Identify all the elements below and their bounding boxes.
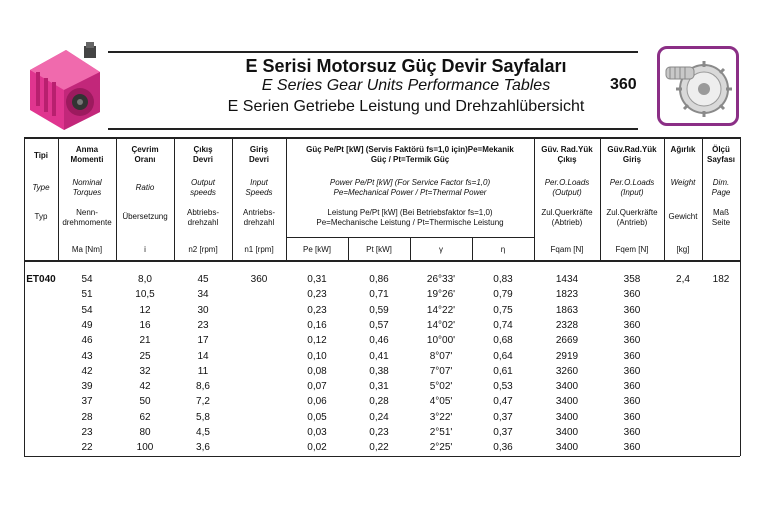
- title-block: [180, 56, 632, 118]
- header-anma-en: Nominal Torques: [72, 178, 102, 197]
- header-dim-de: Maß Seite: [711, 208, 731, 227]
- header-giris-tr: Giriş Devri: [248, 145, 269, 164]
- cell-i: 42: [139, 381, 151, 393]
- header-weight-de: Gewicht: [668, 212, 698, 221]
- header-giris-de: Antriebs- drehzahl: [242, 208, 275, 227]
- cell-eta: 0,74: [493, 319, 513, 331]
- cell-fqem: 360: [623, 319, 641, 331]
- cell-n2: 34: [197, 289, 209, 301]
- header-tipi-en: Type: [32, 183, 50, 192]
- header-power-tr: Güç Pe/Pt [kW] (Servis Faktörü fs=1,0 için)Pe=Mekanik Güç / Pt=Termik Güç: [306, 145, 514, 164]
- cell-n2: 7,2: [196, 396, 210, 408]
- cell-eta: 0,37: [493, 411, 513, 423]
- header-input-load-en: Per.O.Loads (Input): [609, 178, 655, 197]
- cell-ma: 37: [81, 396, 93, 408]
- cell-pe: 0,07: [307, 381, 327, 393]
- cell-n2: 45: [197, 274, 209, 285]
- cell-fqam: 3260: [555, 365, 579, 377]
- cell-pe: 0,02: [307, 442, 327, 454]
- cell-i: 25: [139, 350, 151, 362]
- header-weight-en: Weight: [670, 178, 696, 187]
- gear-thumbnail: [657, 46, 739, 126]
- cell-fqem: 360: [623, 381, 641, 393]
- cell-gamma: 5°02': [429, 381, 453, 393]
- cell-gamma: 19°26': [426, 289, 456, 301]
- cell-fqam: 1434: [555, 274, 579, 285]
- header-anma-de: Nenn- drehmomente: [62, 208, 112, 227]
- cell-pe: 0,23: [307, 289, 327, 301]
- cell-ma: 54: [81, 304, 93, 316]
- header-weight-unit: [kg]: [676, 245, 690, 254]
- cell-fqam: 3400: [555, 381, 579, 393]
- header-cikis-tr: Çıkış Devri: [192, 145, 213, 164]
- cell-fqem: 360: [623, 396, 641, 408]
- cell-pt: 0,41: [369, 350, 389, 362]
- cell-gamma: 3°22': [429, 411, 453, 423]
- cell-eta: 0,53: [493, 381, 513, 393]
- cell-ma: 28: [81, 411, 93, 423]
- header-giris-unit: n1 [rpm]: [244, 245, 274, 254]
- cell-pt: 0,22: [369, 442, 389, 454]
- cell-pe: 0,10: [307, 350, 327, 362]
- cell-pe: 0,31: [307, 274, 327, 285]
- cell-i: 10,5: [135, 289, 155, 301]
- header-dim-en: Dim. Page: [711, 178, 731, 197]
- header-gamma: γ: [439, 245, 443, 254]
- cell-pt: 0,46: [369, 335, 389, 347]
- header-cikis-de: Abtriebs- drehzahl: [186, 208, 219, 227]
- gearbox-product-image: [22, 42, 104, 132]
- cell-fqam: 2328: [555, 319, 579, 331]
- header-input-load-de: Zul.Querkräfte (Antrieb): [606, 208, 658, 227]
- cell-n2: 3,6: [196, 442, 210, 454]
- cell-eta: 0,61: [493, 365, 513, 377]
- cell-i: 100: [136, 442, 154, 454]
- header-cevrim-unit: i: [144, 245, 146, 254]
- cell-pe: 0,05: [307, 411, 327, 423]
- cell-gamma: 14°02': [426, 319, 456, 331]
- title-turkish: E Serisi Motorsuz Güç Devir Sayfaları: [245, 56, 567, 76]
- cell-ma: 22: [81, 442, 93, 454]
- cell-pt: 0,23: [369, 427, 389, 438]
- header-cevrim-en: Ratio: [135, 183, 155, 192]
- header-anma-unit: Ma [Nm]: [71, 245, 103, 254]
- dim-page-value: 182: [712, 274, 730, 285]
- cell-fqam: 1863: [555, 304, 579, 316]
- header-power-de: Leistung Pe/Pt [kW] (Bei Betriebsfaktor fs=1,0) Pe=Mechanische Leistung / Pt=Thermische Leistung: [316, 208, 504, 227]
- cell-fqam: 1823: [555, 289, 579, 301]
- header-output-load-de: Zul.Querkräfte (Abtrieb): [541, 208, 593, 227]
- cell-fqam: 3400: [555, 396, 579, 408]
- header-cikis-unit: n2 [rpm]: [188, 245, 218, 254]
- table-top-rule: [24, 137, 740, 139]
- cell-n2: 30: [197, 304, 209, 316]
- cell-fqam: 3400: [555, 427, 579, 438]
- col-divider: [740, 137, 741, 456]
- cell-ma: 42: [81, 365, 93, 377]
- cell-pt: 0,86: [369, 274, 389, 285]
- col-divider: [286, 137, 287, 260]
- cell-i: 80: [139, 427, 151, 438]
- cell-n2: 14: [197, 350, 209, 362]
- header-input-load-unit: Fqem [N]: [615, 245, 649, 254]
- cell-n2: 17: [197, 335, 209, 347]
- header-output-load-unit: Fqam [N]: [550, 245, 584, 254]
- cell-pt: 0,57: [369, 319, 389, 331]
- header-giris-en: Input Speeds: [245, 178, 273, 197]
- cell-gamma: 2°51': [429, 427, 453, 438]
- cell-fqam: 2919: [555, 350, 579, 362]
- cell-ma: 46: [81, 335, 93, 347]
- header-tipi-tr: Tipi: [33, 151, 49, 160]
- cell-eta: 0,75: [493, 304, 513, 316]
- cell-fqam: 2669: [555, 335, 579, 347]
- cell-eta: 0,36: [493, 442, 513, 454]
- weight-value: 2,4: [676, 274, 690, 285]
- cell-fqem: 360: [623, 411, 641, 423]
- cell-fqem: 360: [623, 442, 641, 454]
- cell-pe: 0,06: [307, 396, 327, 408]
- cell-i: 21: [139, 335, 151, 347]
- cell-pt: 0,38: [369, 365, 389, 377]
- cell-pe: 0,23: [307, 304, 327, 316]
- cell-ma: 39: [81, 381, 93, 393]
- cell-fqam: 3400: [555, 411, 579, 423]
- cell-pe: 0,03: [307, 427, 327, 438]
- header-cikis-en: Output speeds: [190, 178, 216, 197]
- cell-ma: 23: [81, 427, 93, 438]
- gear-set-icon: [660, 49, 736, 123]
- table-header-bottom-rule: [24, 260, 740, 262]
- cell-n2: 4,5: [196, 427, 210, 438]
- cell-fqem: 360: [623, 427, 641, 438]
- header-anma-tr: Anma Momenti: [70, 145, 104, 164]
- cell-eta: 0,47: [493, 396, 513, 408]
- cell-eta: 0,83: [493, 274, 513, 285]
- cell-pt: 0,28: [369, 396, 389, 408]
- cell-ma: 51: [81, 289, 93, 301]
- cell-eta: 0,68: [493, 335, 513, 347]
- cell-fqem: 360: [623, 289, 641, 301]
- cell-eta: 0,37: [493, 427, 513, 438]
- cell-ma: 49: [81, 319, 93, 331]
- header-power-en: Power Pe/Pt [kW] (For Service Factor fs=1,0) Pe=Mechanical Power / Pt=Thermal Power: [329, 178, 491, 197]
- cell-n2: 8,6: [196, 381, 210, 393]
- cell-eta: 0,79: [493, 289, 513, 301]
- cell-n2: 23: [197, 319, 209, 331]
- cell-i: 50: [139, 396, 151, 408]
- header-eta: η: [500, 245, 506, 254]
- cell-gamma: 26°33': [426, 274, 456, 285]
- cell-n2: 5,8: [196, 411, 210, 423]
- cell-pt: 0,71: [369, 289, 389, 301]
- header-pt: Pt [kW]: [366, 245, 392, 254]
- header-weight-tr: Ağırlık: [670, 145, 696, 154]
- cell-gamma: 2°25': [429, 442, 453, 454]
- cell-pe: 0,16: [307, 319, 327, 331]
- cell-fqem: 360: [623, 350, 641, 362]
- cell-pe: 0,08: [307, 365, 327, 377]
- cell-i: 32: [139, 365, 151, 377]
- header-cevrim-de: Übersetzung: [122, 212, 168, 221]
- header-pe: Pe [kW]: [302, 245, 331, 254]
- cell-pt: 0,24: [369, 411, 389, 423]
- cell-eta: 0,64: [493, 350, 513, 362]
- cell-fqam: 3400: [555, 442, 579, 454]
- cell-fqem: 358: [623, 274, 641, 285]
- cell-ma: 43: [81, 350, 93, 362]
- cell-i: 62: [139, 411, 151, 423]
- header-tipi-de: Typ: [34, 212, 48, 221]
- header-output-load-en: Per.O.Loads (Output): [544, 178, 590, 197]
- header-input-load-tr: Güv.Rad.Yük Giriş: [607, 145, 657, 164]
- cell-fqem: 360: [623, 335, 641, 347]
- cell-i: 16: [139, 319, 151, 331]
- cell-pt: 0,59: [369, 304, 389, 316]
- cell-n2: 11: [197, 365, 209, 377]
- cell-i: 8,0: [138, 274, 152, 285]
- cell-gamma: 4°05': [429, 396, 453, 408]
- cell-gamma: 8°07': [429, 350, 453, 362]
- title-german: E Serien Getriebe Leistung und Drehzahlübersicht: [227, 98, 585, 115]
- header-output-load-tr: Güv. Rad.Yük Çıkış: [541, 145, 593, 164]
- cell-gamma: 7°07': [429, 365, 453, 377]
- header-cevrim-tr: Çevrim Oranı: [131, 145, 159, 164]
- header-top-rule: [108, 51, 638, 53]
- cell-gamma: 14°22': [426, 304, 456, 316]
- cell-fqem: 360: [623, 304, 641, 316]
- title-english: E Series Gear Units Performance Tables: [261, 77, 551, 94]
- cell-fqem: 360: [623, 365, 641, 377]
- cell-pt: 0,31: [369, 381, 389, 393]
- col-divider: [664, 137, 665, 260]
- table-bottom-rule: [24, 456, 740, 457]
- cell-i: 12: [139, 304, 151, 316]
- page-number: 360: [610, 76, 637, 93]
- header-dim-tr: Ölçü Sayfası: [706, 145, 736, 164]
- cell-gamma: 10°00': [426, 335, 456, 347]
- type-code: ET040: [26, 274, 56, 285]
- input-speed: 360: [250, 274, 268, 285]
- cell-pe: 0,12: [307, 335, 327, 347]
- header-bottom-rule: [108, 128, 638, 130]
- cell-ma: 54: [81, 274, 93, 285]
